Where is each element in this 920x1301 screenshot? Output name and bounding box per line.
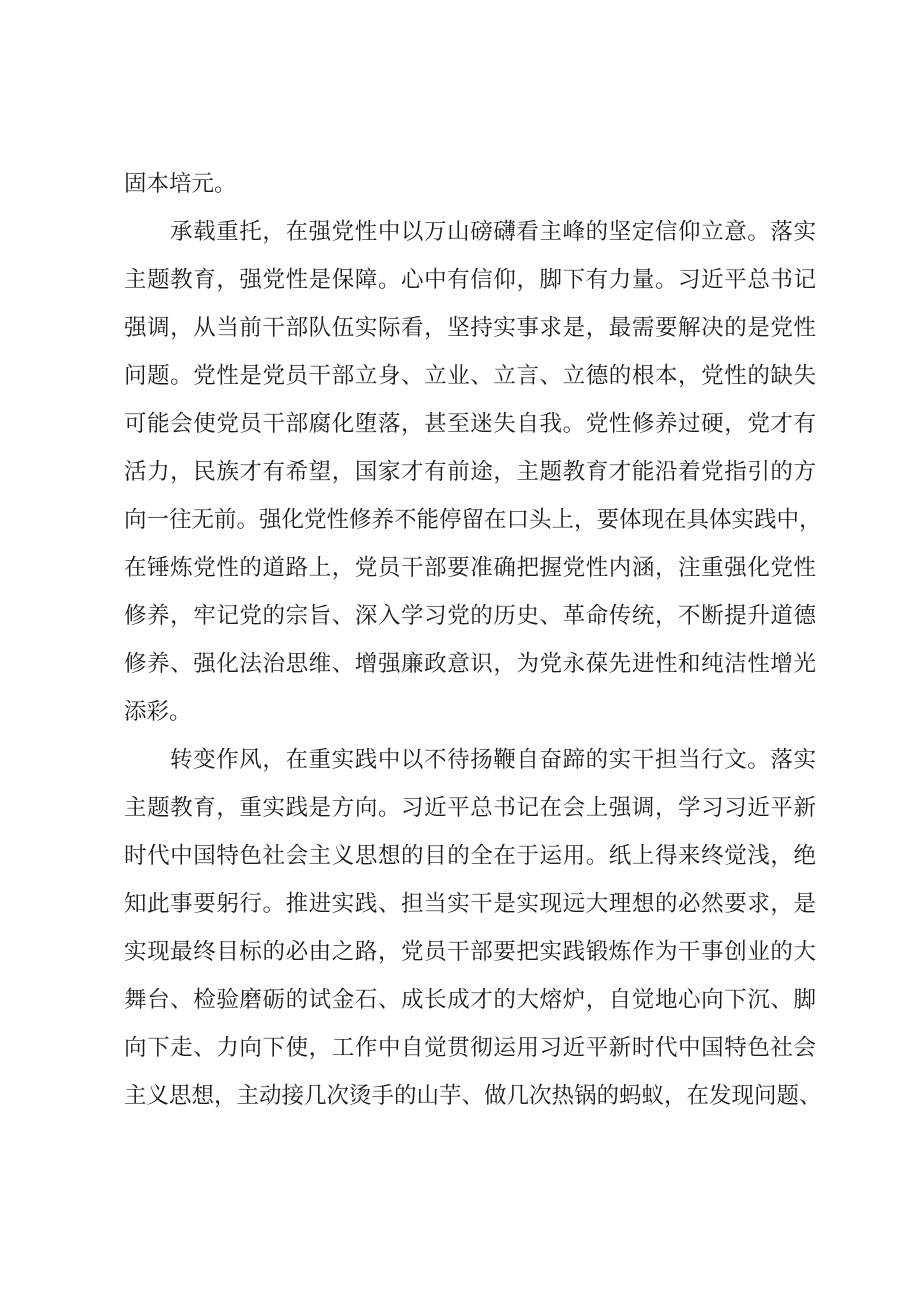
paragraph-1-line-9: 修养，牢记党的宗旨、深入学习党的历史、革命传统，不断提升道德 <box>124 603 816 629</box>
paragraph-2-line-6: 舞台、检验磨砺的试金石、成长成才的大熔炉，自觉地心向下沉、脚 <box>124 987 816 1013</box>
paragraph-2-line-3: 时代中国特色社会主义思想的目的全在于运用。纸上得来终觉浅，绝 <box>124 843 816 869</box>
paragraph-2-line-4: 知此事要躬行。推进实践、担当实干是实现远大理想的必然要求，是 <box>124 891 816 917</box>
paragraph-1-line-7: 向一往无前。强化党性修养不能停留在口头上，要体现在具体实践中， <box>124 507 822 533</box>
paragraph-1-line-6: 活力，民族才有希望，国家才有前途，主题教育才能沿着党指引的方 <box>124 459 816 485</box>
paragraph-1-line-1: 承载重托，在强党性中以万山磅礴看主峰的坚定信仰立意。落实 <box>170 219 816 245</box>
paragraph-1-line-5: 可能会使党员干部腐化堕落，甚至迷失自我。党性修养过硬，党才有 <box>124 411 816 437</box>
paragraph-1-line-11: 添彩。 <box>124 699 192 725</box>
paragraph-2-line-7: 向下走、力向下使，工作中自觉贯彻运用习近平新时代中国特色社会 <box>124 1035 816 1061</box>
paragraph-1-line-4: 问题。党性是党员干部立身、立业、立言、立德的根本，党性的缺失 <box>124 363 816 389</box>
paragraph-1-line-3: 强调，从当前干部队伍实际看，坚持实事求是，最需要解决的是党性 <box>124 315 816 341</box>
paragraph-1-line-2: 主题教育，强党性是保障。心中有信仰，脚下有力量。习近平总书记 <box>124 267 816 293</box>
line-1: 固本培元。 <box>124 171 237 197</box>
paragraph-2-line-1: 转变作风，在重实践中以不待扬鞭自奋蹄的实干担当行文。落实 <box>170 747 816 773</box>
paragraph-2-line-5: 实现最终目标的必由之路，党员干部要把实践锻炼作为干事创业的大 <box>124 939 816 965</box>
paragraph-1-line-8: 在锤炼党性的道路上，党员干部要准确把握党性内涵，注重强化党性 <box>124 555 816 581</box>
paragraph-1-line-10: 修养、强化法治思维、增强廉政意识，为党永葆先进性和纯洁性增光 <box>124 651 816 677</box>
paragraph-2-line-2: 主题教育，重实践是方向。习近平总书记在会上强调，学习习近平新 <box>124 795 816 821</box>
paragraph-2-line-8: 主义思想，主动接几次烫手的山芋、做几次热锅的蚂蚁，在发现问题、 <box>124 1083 822 1109</box>
